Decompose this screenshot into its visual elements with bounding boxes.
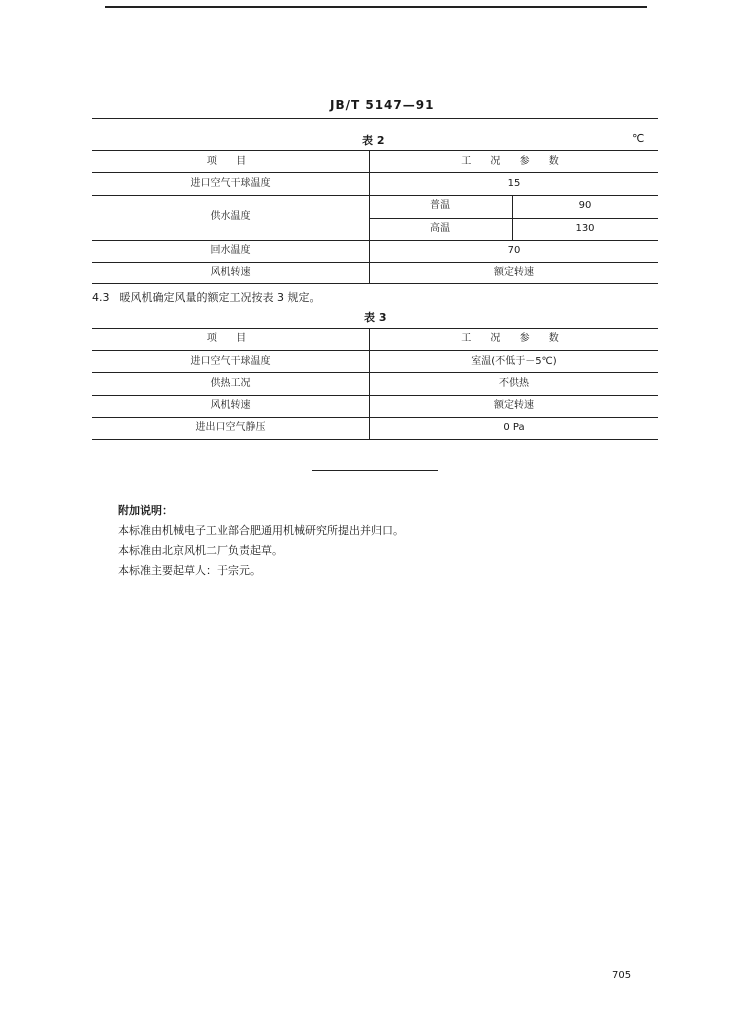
table3-top-rule — [92, 328, 658, 329]
header-rule — [92, 118, 658, 119]
appendix-line: 本标准由机械电子工业部合肥通用机械研究所提出并归口。 — [118, 524, 404, 537]
clause-number: 4.3 — [92, 291, 110, 304]
table2-sub-value: 90 — [578, 200, 592, 211]
table2-row-label: 风机转速 — [210, 267, 251, 278]
clause-4-3 — [92, 289, 321, 305]
table2-rule — [92, 240, 658, 241]
table3-row-label: 进出口空气静压 — [195, 422, 266, 433]
table3-row-value: 额定转速 — [494, 400, 534, 411]
table2-row-label: 回水温度 — [210, 245, 251, 256]
table3-row-value: 不供热 — [499, 378, 529, 389]
table2-caption: 表 2 — [362, 134, 385, 147]
table2-row-value: 70 — [507, 245, 521, 256]
table3-header-param: 工 况 参 数 — [461, 333, 567, 344]
table3-caption: 表 3 — [364, 311, 387, 324]
table3-row-label: 风机转速 — [210, 400, 251, 411]
table2-rule — [370, 218, 658, 219]
document-number: JB/T 5147—91 — [330, 98, 435, 112]
table3-bottom-rule — [92, 439, 658, 440]
table3-rule — [92, 417, 658, 418]
table2-unit: ℃ — [632, 132, 645, 145]
table2-rule — [92, 195, 658, 196]
top-border-line — [105, 6, 647, 8]
appendix-line: 本标准由北京风机二厂负责起草。 — [118, 544, 283, 557]
table3-rule — [92, 372, 658, 373]
table3-row-label: 进口空气干球温度 — [190, 356, 271, 367]
table2-row-label: 供水温度 — [210, 211, 251, 222]
clause-text: 暖风机确定风量的额定工况按表 3 规定。 — [119, 291, 321, 304]
table2-rule — [92, 172, 658, 173]
table2-row-label: 进口空气干球温度 — [190, 178, 271, 189]
table3-row-value: 0 Pa — [503, 422, 525, 433]
table2-rule — [92, 262, 658, 263]
appendix-line: 本标准主要起草人：于宗元。 — [118, 564, 261, 577]
end-separator — [312, 470, 438, 471]
table2-sub-label: 高温 — [430, 223, 450, 234]
table2-header-param: 工 况 参 数 — [461, 156, 567, 167]
table2-sub-value: 130 — [575, 223, 595, 234]
table2-row-value: 额定转速 — [494, 267, 534, 278]
table3-rule — [92, 395, 658, 396]
table3-rule — [92, 350, 658, 351]
table2-top-rule — [92, 150, 658, 151]
table3-row-label: 供热工况 — [210, 378, 251, 389]
table3-row-value: 室温(不低于－5℃) — [471, 356, 557, 367]
table3-header-item: 项 目 — [206, 333, 255, 344]
page-number: 705 — [612, 970, 632, 981]
appendix-title: 附加说明： — [118, 504, 173, 517]
table2-divider — [369, 150, 370, 283]
table2-header-item: 项 目 — [206, 156, 255, 167]
table2-sub-label: 普温 — [430, 200, 450, 211]
table2-bottom-rule — [92, 283, 658, 284]
table2-row-value: 15 — [507, 178, 521, 189]
table2-subdivider — [512, 195, 513, 240]
